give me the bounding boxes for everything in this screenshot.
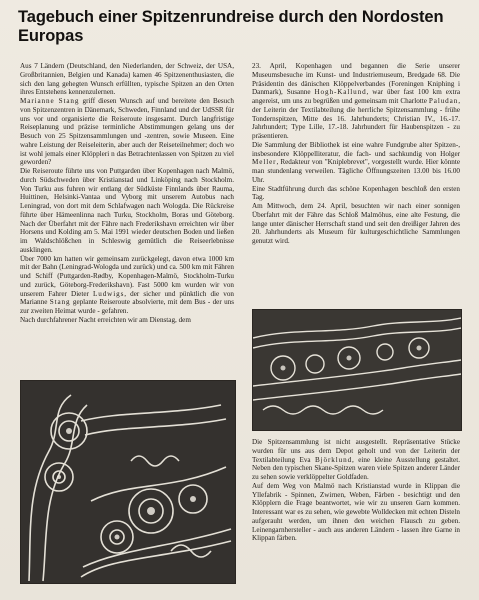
article-title: Tagebuch einer Spitzenrundreise durch den Nordosten Europas <box>18 8 444 45</box>
right-text-column-upper <box>252 62 460 246</box>
paragraph-text: , eine kleine Ausstellung gestaltet. Neben den typischen Skane-Spitzen waren viele Spitzen anderer Länder zu sehen sowie verklöppelter Goldfaden. <box>252 455 460 481</box>
left-text-column <box>20 62 234 325</box>
person-name: Hogh-Kallund <box>314 88 367 97</box>
person-name: Ludwigs <box>92 289 125 298</box>
paragraph-text: , der sicher und pünktlich die von Marianne <box>20 289 234 307</box>
paragraph-text: , Redakteur von "Kniplebrevet", vorgestellt wurde. Hier könnte man stundenlang verweilen. Tägliche Öffnungszeiten 13.00 bis 16.00 Uhr. <box>252 158 460 184</box>
lace-photo-left <box>20 380 236 584</box>
paragraph <box>252 141 460 185</box>
paragraph <box>252 62 460 141</box>
lace-illustration <box>253 310 461 430</box>
paragraph: Nach durchfahrener Nacht erreichten wir am Dienstag, dem <box>20 315 191 324</box>
paragraph: Eine Stadtführung durch das schöne Kopenhagen beschloß den ersten Tag. <box>252 184 460 202</box>
paragraph-text: Über 7000 km hatten wir gemeinsam zurückgelegt, davon etwa 1000 km mit der Bahn (Leningrad-Wologda und zurück) und ca. 500 km mit Fähren und Schiff (Puttgarden-Rødby, Kopenhagen-Malmö, Stockholm-Turku und zurück, Göteborg-Frederikshavn). Fast 5000 km wurden wir von unserem Fahrer Dieter <box>20 254 234 298</box>
paragraph-text: , war über fast 100 km extra angereist, um uns zu begrüßen und gemeinsam mit Charlotte <box>252 88 460 105</box>
paragraph-text: Die Spitzensammlung ist nicht ausgestellt. Repräsentative Stücke wurden für uns aus dem Depot geholt und von der Leiterin der Textilabteilung Eva <box>252 438 460 464</box>
person-name: Paludan <box>428 97 459 105</box>
lace-illustration <box>21 381 235 583</box>
right-text-column-lower <box>252 438 460 543</box>
paragraph: Die Reiseroute führte uns von Puttgarden über Kopenhagen nach Malmö, durch Südschweden über Kristianstad und Linköping nach Stockholm. Von Turku aus fuhren wir entlang der Südküste Finnlands über Rauma, Huittinen, Helsinki-Vantaa und Vyborg mit unserem Autobus nach Leningrad, von dort mit dem Schlafwagen nach Wologda. Die Rückreise führte über Hämeenlinna nach Turku, Stockholm, Boras und Göteborg. Nach der Überfahrt mit der Fähre nach Frederikshavn erreichten wir über Horsens und Kolding am 5. Mai 1991 wieder deutschen Boden und ließen im Waldschlößchen in Schleswig gemütlich die Reiseerlebnisse ausklingen. <box>20 167 234 254</box>
paragraph-text: Die Sammlung der Bibliothek ist eine wahre Fundgrube alter Spitzen-, insbesondere Klöppelliteratur, die fach- und sachkundig von Holger <box>252 140 460 158</box>
paragraph-text: geplante Reiseroute absolvierte, mit dem Bus - der uns zur zweiten Heimat wurde - gefahren. <box>20 298 234 315</box>
paragraph: Aus 7 Ländern (Deutschland, den Niederlanden, der Schweiz, der USA, Großbritannien, Belgien und Kanada) kamen 46 Spitzenenthusiasten, die sich den lang gehegten Wunsch erfüllten, typische Spitzen an den Orten ihres Entstehens kennenzulernen. <box>20 62 234 97</box>
paragraph <box>20 255 234 316</box>
person-name: Björklund <box>314 455 353 464</box>
paragraph-text: 23. April, Kopenhagen und begannen die Serie unserer Museumsbesuche im Kunst- und Industriemuseum, Bredgade 68. Die Präsidentin des dänischen Klöppelverbandes (Foreningen Kniphing i Danmark), Susanne <box>252 62 460 97</box>
person-name: Marianne Stang <box>20 97 80 105</box>
lace-photo-right <box>252 309 462 431</box>
paragraph <box>20 97 234 167</box>
paragraph: Am Mittwoch, dem 24. April, besuchten wir nach einer sonnigen Überfahrt mit der Fähre das Schloß Malmöhus, eine alte Festung, die lange unter dänischer Herrschaft stand und seit den dreißiger Jahren des 20. Jahrhunderts als Museum für kulturgeschichtliche Sammlungen genutzt wird. <box>252 202 460 245</box>
person-name: Stang <box>49 298 71 307</box>
paragraph: Auf dem Weg von Malmö nach Kristianstad wurde in Klippan die Yllefabrik - Spinnen, Zwirnen, Weben, Färben - besichtigt und den Klöpplern die Frage beantwortet, wie wir zu unseren Garn kommen. Interessant war es zu sehen, wie gewebte Wolldecken mit echten Disteln aufgerauht werden, um ihnen den weichen Flausch zu geben. Leinengarnhersteller - auch aus anderen Ländern - lassen ihre Garne in Klippan färben. <box>252 481 460 543</box>
paragraph <box>252 438 460 482</box>
paragraph-text: , der Leiterin der Textilabteilung die herrliche Spitzensammlung - frühe Tondernspitzen, Mitte des 16. Jahrhunderts; Christian IV., 16.-17. Jahrhundert; Type Lille, 17.-18. Jahrhundert für Haubenspitzen - zu präsentieren. <box>252 97 460 140</box>
paragraph-text: griff diesen Wunsch auf und bereitete den Besuch von Spitzenzentren in Dänemark, Schweden, Finnland und der UdSSR für uns vor und organisierte die Reiseroute insgesamt. Durch langfristige Reiseplanung und präzise terminliche Abstimmungen gelang uns der Besuch von 25 Spitzensammlungen und -zentren, sowie Museen. Eine wahre Leistung der Reiseleiterin, aber auch der Reiseteilnehmer; doch wo ist wohl jemals einer Klöppleri n das Betrachtenlassen von Spitzen zu viel geworden? <box>20 97 234 167</box>
person-name: Meller <box>252 158 277 167</box>
